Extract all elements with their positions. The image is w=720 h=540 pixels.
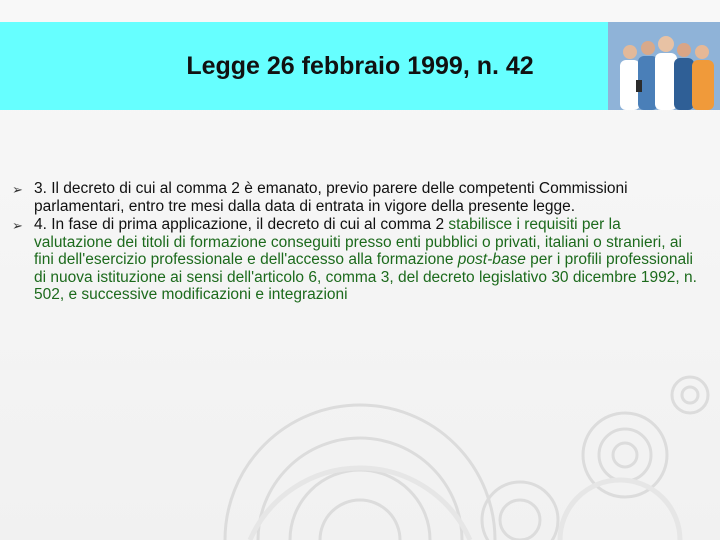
bullet-list — [12, 180, 702, 305]
arrow-bullet-icon: ➢ — [12, 182, 23, 197]
arrow-bullet-icon: ➢ — [12, 218, 23, 233]
slide-title: Legge 26 febbraio 1999, n. 42 — [186, 52, 534, 80]
bullet-text-highlight-end: per i profili professionali di nuova istituzione ai sensi dell'articolo 6, comma 3, del decreto legislativo 30 dicembre 1992, n. 502, e successive modificazioni e integrazioni — [34, 251, 697, 303]
list-item — [12, 216, 702, 304]
list-item — [12, 180, 702, 215]
bullet-text-highlight: stabilisce i requisiti per la valutazione dei titoli di formazione conseguiti presso enti pubblici o privati, italiani o stranieri, ai fini dell'esercizio professionale e dell'accesso alla formazione — [34, 216, 682, 268]
bullet-text: 3. Il decreto di cui al comma 2 è emanato, previo parere delle competenti Commissioni parlamentari, entro tre mesi dalla data di entrata in vigore della presente legge. — [34, 180, 628, 215]
bullet-text-part: 4. In fase di prima applicazione, il decreto di cui al comma 2 — [34, 216, 449, 233]
bullet-text-italic: post-base — [457, 251, 526, 268]
